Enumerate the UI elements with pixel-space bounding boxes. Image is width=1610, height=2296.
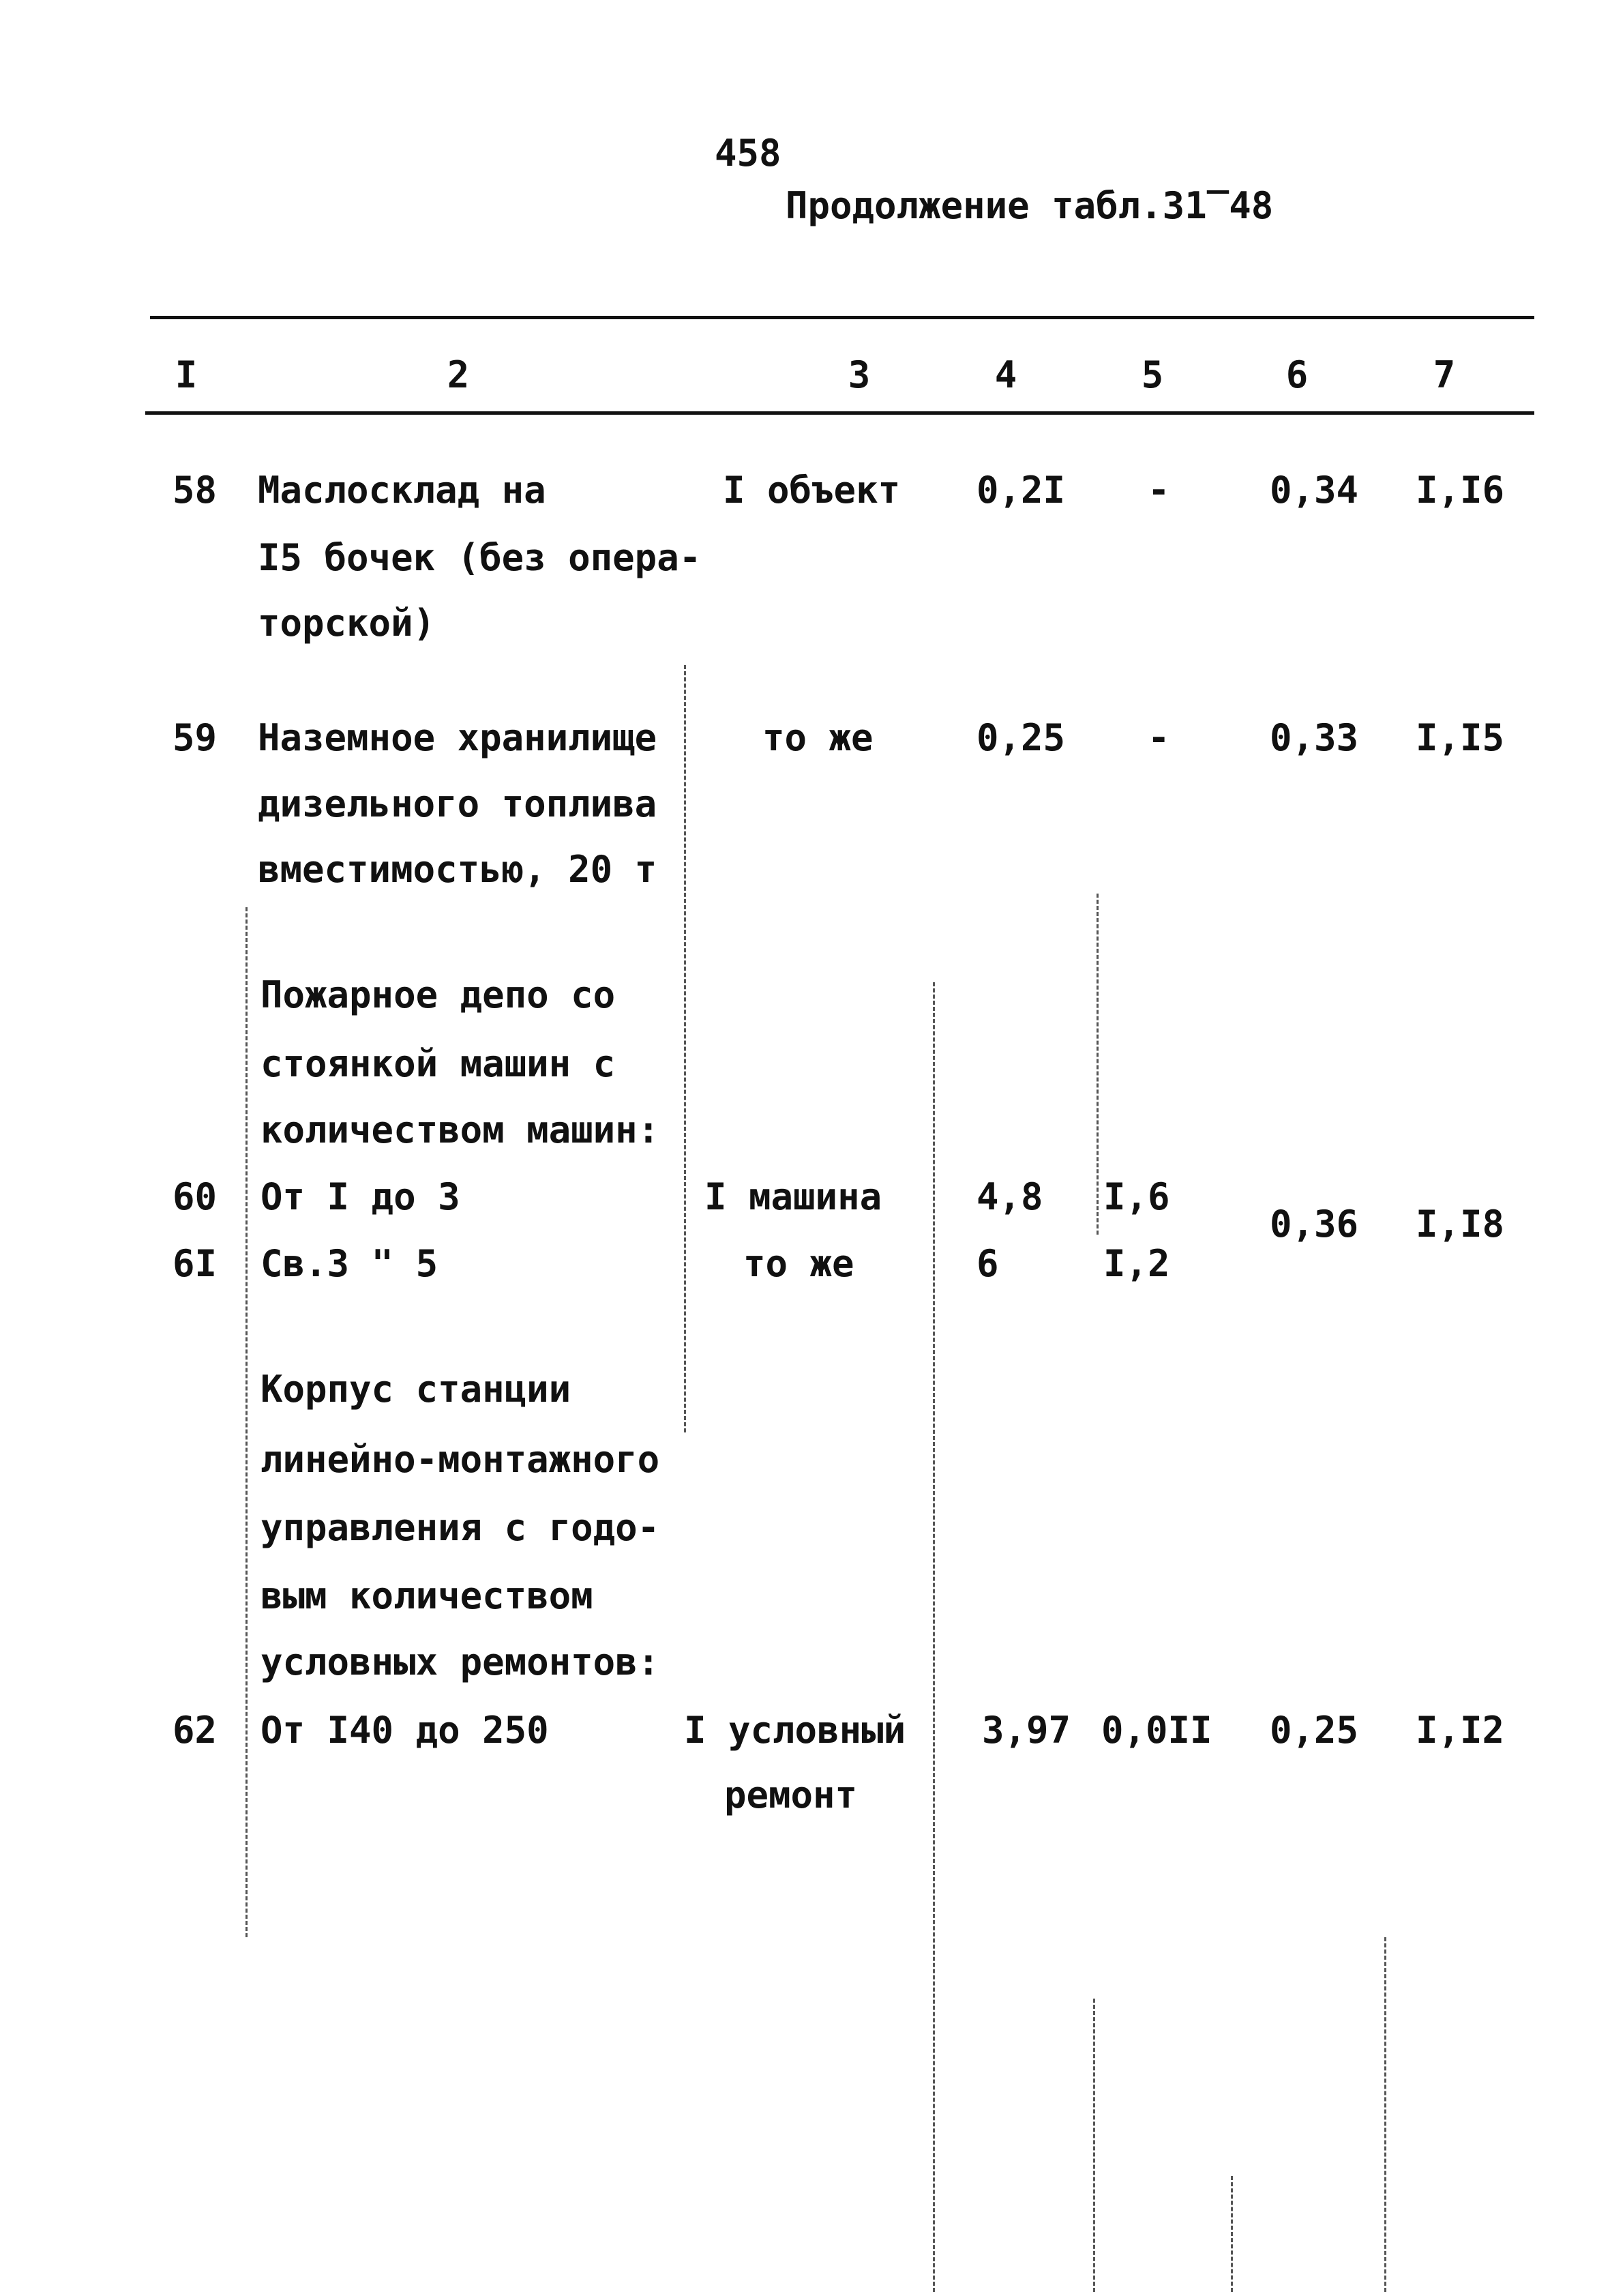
col-header-6: 6 bbox=[1285, 353, 1309, 396]
row-unit-line: ремонт bbox=[724, 1773, 858, 1816]
row-col6: 0,34 bbox=[1270, 469, 1359, 512]
col-header-1: I bbox=[175, 353, 198, 396]
row-number: 62 bbox=[173, 1709, 218, 1752]
row-col5: - bbox=[1148, 469, 1170, 512]
row-col7: I,I6 bbox=[1416, 469, 1505, 512]
col-header-3: 3 bbox=[848, 353, 871, 396]
row-name-line: вместимостью, 20 т bbox=[258, 848, 657, 891]
row-name: Св.3 " 5 bbox=[260, 1242, 438, 1285]
row-col5: - bbox=[1148, 716, 1170, 759]
col-header-5: 5 bbox=[1141, 353, 1164, 396]
row-col4: 0,2I bbox=[977, 469, 1066, 512]
row-name: От I40 до 250 bbox=[260, 1709, 549, 1752]
col-header-7: 7 bbox=[1433, 353, 1456, 396]
row-number: 58 bbox=[173, 469, 218, 512]
column-separator bbox=[1093, 1999, 1095, 2292]
group-heading-line: вым количеством bbox=[260, 1574, 593, 1617]
row-col6: 0,25 bbox=[1270, 1709, 1359, 1752]
row-col7: I,I2 bbox=[1416, 1709, 1505, 1752]
row-unit: то же bbox=[743, 1242, 854, 1285]
page-number: 458 bbox=[715, 132, 781, 175]
row-col6: 0,33 bbox=[1270, 716, 1359, 759]
row-unit: I объект bbox=[723, 469, 901, 512]
row-name-line: Маслосклад на bbox=[258, 469, 546, 512]
row-name-line: Наземное хранилище bbox=[258, 716, 657, 759]
group-heading-line: Корпус станции bbox=[260, 1368, 571, 1411]
group-col7: I,I8 bbox=[1416, 1203, 1505, 1246]
row-number: 59 bbox=[173, 716, 218, 759]
row-col4: 0,25 bbox=[977, 716, 1066, 759]
row-col5: I,6 bbox=[1103, 1175, 1170, 1218]
group-heading-line: количеством машин: bbox=[260, 1108, 660, 1151]
column-separator bbox=[1384, 1937, 1386, 2292]
row-name-line: I5 бочек (без опера- bbox=[258, 536, 702, 579]
group-heading-line: управления с годо- bbox=[260, 1506, 660, 1549]
row-number: 60 bbox=[173, 1175, 218, 1218]
col-header-4: 4 bbox=[994, 353, 1017, 396]
column-separator bbox=[1097, 894, 1099, 1235]
group-heading-line: линейно-монтажного bbox=[260, 1438, 660, 1481]
row-unit-line: I условный bbox=[684, 1709, 906, 1752]
table-top-rule bbox=[150, 316, 1534, 319]
continuation-title: Продолжение табл.31‾48 bbox=[786, 184, 1274, 227]
column-separator bbox=[684, 665, 686, 1432]
row-number: 6I bbox=[173, 1242, 218, 1285]
group-heading-line: стоянкой машин с bbox=[260, 1042, 616, 1085]
table-header-rule bbox=[145, 411, 1534, 415]
row-unit: то же bbox=[762, 716, 874, 759]
col-header-2: 2 bbox=[447, 353, 470, 396]
row-name-line: торской) bbox=[258, 602, 436, 645]
group-heading-line: условных ремонтов: bbox=[260, 1640, 660, 1683]
column-separator bbox=[245, 907, 248, 1937]
row-col7: I,I5 bbox=[1416, 716, 1505, 759]
column-separator bbox=[933, 982, 935, 2292]
row-name-line: дизельного топлива bbox=[258, 782, 657, 825]
group-heading-line: Пожарное депо со bbox=[260, 973, 616, 1016]
row-col4: 6 bbox=[977, 1242, 999, 1285]
column-separator bbox=[1231, 2176, 1233, 2292]
row-col5: 0,0II bbox=[1101, 1709, 1212, 1752]
group-col6: 0,36 bbox=[1270, 1203, 1359, 1246]
row-unit: I машина bbox=[704, 1175, 882, 1218]
row-col5: I,2 bbox=[1103, 1242, 1170, 1285]
row-col4: 3,97 bbox=[982, 1709, 1071, 1752]
row-col4: 4,8 bbox=[977, 1175, 1043, 1218]
row-name: От I до 3 bbox=[260, 1175, 460, 1218]
